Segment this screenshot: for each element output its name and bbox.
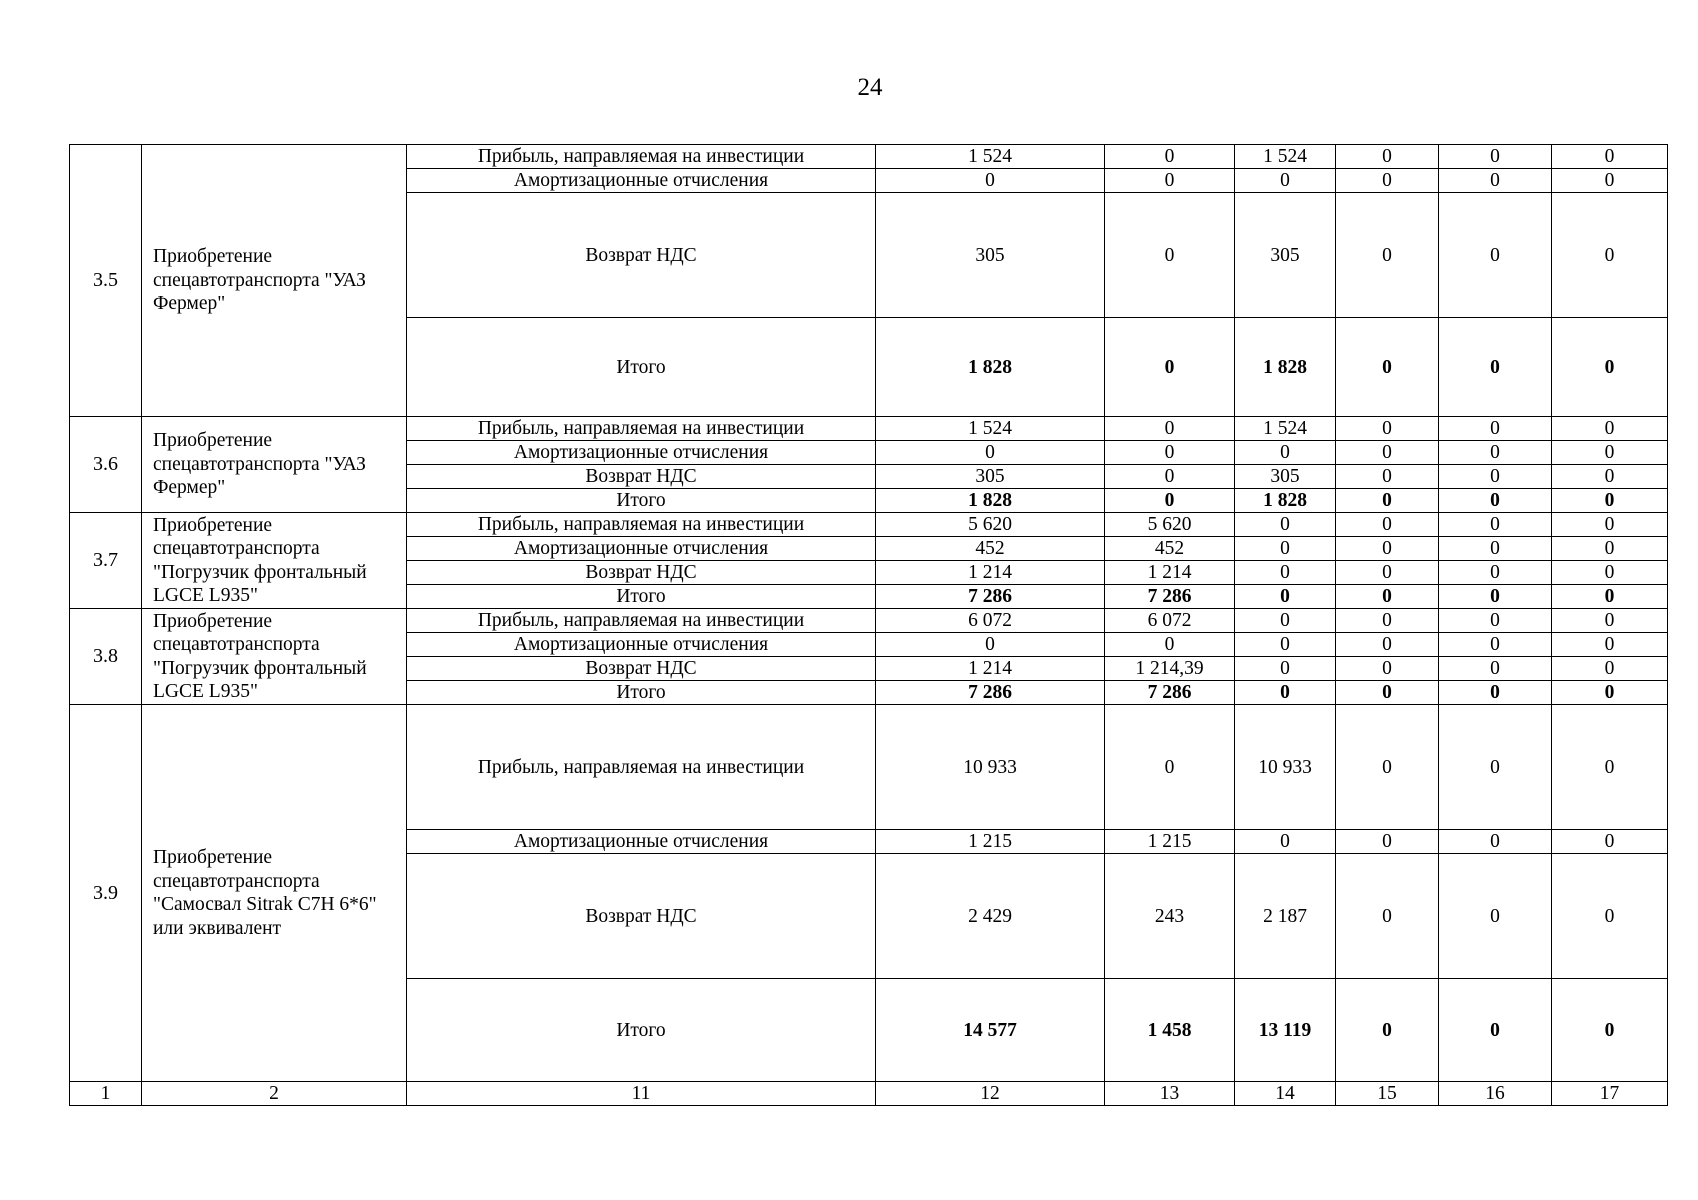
value-cell: 0 xyxy=(1105,633,1235,657)
value-cell: 1 524 xyxy=(1235,417,1336,441)
value-cell: 0 xyxy=(1552,633,1668,657)
value-cell: 1 214 xyxy=(1105,561,1235,585)
value-cell: 0 xyxy=(1235,657,1336,681)
source-label: Прибыль, направляемая на инвестиции xyxy=(407,513,876,537)
value-cell: 0 xyxy=(1105,489,1235,513)
source-label: Амортизационные отчисления xyxy=(407,537,876,561)
value-cell: 0 xyxy=(1336,537,1439,561)
value-cell: 0 xyxy=(1336,169,1439,193)
value-cell: 0 xyxy=(1439,169,1552,193)
value-cell: 1 214 xyxy=(876,657,1105,681)
value-cell: 0 xyxy=(1552,513,1668,537)
value-cell: 5 620 xyxy=(1105,513,1235,537)
value-cell: 0 xyxy=(1105,193,1235,318)
value-cell: 243 xyxy=(1105,854,1235,979)
value-cell: 0 xyxy=(1336,145,1439,169)
column-number: 12 xyxy=(876,1082,1105,1106)
value-cell: 10 933 xyxy=(876,705,1105,830)
column-number: 2 xyxy=(142,1082,407,1106)
source-label: Амортизационные отчисления xyxy=(407,441,876,465)
value-cell: 0 xyxy=(1336,609,1439,633)
value-cell: 0 xyxy=(1336,633,1439,657)
column-number: 17 xyxy=(1552,1082,1668,1106)
value-cell: 0 xyxy=(1105,441,1235,465)
value-cell: 1 828 xyxy=(876,489,1105,513)
table-row xyxy=(70,705,1668,830)
value-cell: 7 286 xyxy=(876,585,1105,609)
column-number: 13 xyxy=(1105,1082,1235,1106)
source-label: Прибыль, направляемая на инвестиции xyxy=(407,705,876,830)
item-name: Приобретение спецавтотранспорта "УАЗ Фермер" xyxy=(142,145,407,417)
table-row xyxy=(70,417,1668,441)
value-cell: 0 xyxy=(1439,585,1552,609)
value-cell: 0 xyxy=(1235,441,1336,465)
value-cell: 0 xyxy=(1105,318,1235,417)
value-cell: 0 xyxy=(1105,145,1235,169)
value-cell: 5 620 xyxy=(876,513,1105,537)
column-number: 1 xyxy=(70,1082,142,1106)
column-number: 15 xyxy=(1336,1082,1439,1106)
item-name: Приобретение спецавтотранспорта "УАЗ Фермер" xyxy=(142,417,407,513)
value-cell: 0 xyxy=(1439,705,1552,830)
value-cell: 0 xyxy=(1235,561,1336,585)
item-name: Приобретение спецавтотранспорта "Погрузчик фронтальный LGCE L935" xyxy=(142,513,407,609)
value-cell: 0 xyxy=(1439,657,1552,681)
value-cell: 14 577 xyxy=(876,979,1105,1082)
value-cell: 0 xyxy=(1336,441,1439,465)
value-cell: 0 xyxy=(1439,561,1552,585)
value-cell: 7 286 xyxy=(1105,585,1235,609)
value-cell: 0 xyxy=(1439,681,1552,705)
value-cell: 305 xyxy=(876,465,1105,489)
source-label: Итого xyxy=(407,979,876,1082)
value-cell: 0 xyxy=(1336,979,1439,1082)
source-label: Амортизационные отчисления xyxy=(407,633,876,657)
value-cell: 0 xyxy=(1552,537,1668,561)
value-cell: 452 xyxy=(1105,537,1235,561)
value-cell: 0 xyxy=(1439,489,1552,513)
value-cell: 0 xyxy=(876,169,1105,193)
page-number: 24 xyxy=(857,74,883,101)
table-row xyxy=(70,609,1668,633)
source-label: Амортизационные отчисления xyxy=(407,830,876,854)
source-label: Прибыль, направляемая на инвестиции xyxy=(407,609,876,633)
source-label: Итого xyxy=(407,681,876,705)
value-cell: 1 214,39 xyxy=(1105,657,1235,681)
value-cell: 0 xyxy=(1235,681,1336,705)
value-cell: 6 072 xyxy=(876,609,1105,633)
value-cell: 1 828 xyxy=(1235,318,1336,417)
value-cell: 1 828 xyxy=(876,318,1105,417)
value-cell: 0 xyxy=(1552,681,1668,705)
value-cell: 7 286 xyxy=(1105,681,1235,705)
value-cell: 0 xyxy=(1552,979,1668,1082)
value-cell: 0 xyxy=(1552,705,1668,830)
column-number: 16 xyxy=(1439,1082,1552,1106)
source-label: Итого xyxy=(407,318,876,417)
value-cell: 0 xyxy=(1235,585,1336,609)
column-number-row xyxy=(70,1082,1668,1106)
value-cell: 0 xyxy=(876,441,1105,465)
value-cell: 0 xyxy=(1439,318,1552,417)
value-cell: 0 xyxy=(1235,537,1336,561)
value-cell: 1 828 xyxy=(1235,489,1336,513)
source-label: Амортизационные отчисления xyxy=(407,169,876,193)
value-cell: 0 xyxy=(1552,465,1668,489)
value-cell: 0 xyxy=(1336,193,1439,318)
table-body xyxy=(70,145,1668,1106)
value-cell: 0 xyxy=(1552,830,1668,854)
value-cell: 0 xyxy=(1552,441,1668,465)
value-cell: 0 xyxy=(1439,830,1552,854)
value-cell: 0 xyxy=(1105,705,1235,830)
value-cell: 0 xyxy=(1336,657,1439,681)
value-cell: 0 xyxy=(1552,609,1668,633)
value-cell: 0 xyxy=(1552,417,1668,441)
value-cell: 1 214 xyxy=(876,561,1105,585)
value-cell: 0 xyxy=(1336,854,1439,979)
value-cell: 1 215 xyxy=(876,830,1105,854)
value-cell: 0 xyxy=(1439,633,1552,657)
value-cell: 0 xyxy=(1552,145,1668,169)
table-row xyxy=(70,513,1668,537)
value-cell: 0 xyxy=(1552,561,1668,585)
value-cell: 0 xyxy=(1439,193,1552,318)
value-cell: 0 xyxy=(1336,830,1439,854)
value-cell: 0 xyxy=(1336,489,1439,513)
item-name: Приобретение спецавтотранспорта "Самосвал Sitrak C7H 6*6" или эквивалент xyxy=(142,705,407,1082)
value-cell: 1 458 xyxy=(1105,979,1235,1082)
source-label: Возврат НДС xyxy=(407,465,876,489)
value-cell: 0 xyxy=(1235,633,1336,657)
value-cell: 1 215 xyxy=(1105,830,1235,854)
value-cell: 0 xyxy=(1439,465,1552,489)
value-cell: 0 xyxy=(1552,585,1668,609)
value-cell: 1 524 xyxy=(1235,145,1336,169)
value-cell: 0 xyxy=(1552,193,1668,318)
value-cell: 0 xyxy=(1552,489,1668,513)
value-cell: 0 xyxy=(1552,318,1668,417)
item-number: 3.8 xyxy=(70,609,142,705)
value-cell: 0 xyxy=(1105,465,1235,489)
value-cell: 0 xyxy=(1105,417,1235,441)
source-label: Возврат НДС xyxy=(407,657,876,681)
source-label: Возврат НДС xyxy=(407,561,876,585)
value-cell: 0 xyxy=(1552,854,1668,979)
value-cell: 305 xyxy=(1235,465,1336,489)
value-cell: 0 xyxy=(1336,513,1439,537)
value-cell: 6 072 xyxy=(1105,609,1235,633)
item-number: 3.9 xyxy=(70,705,142,1082)
value-cell: 0 xyxy=(1336,585,1439,609)
value-cell: 0 xyxy=(1439,513,1552,537)
value-cell: 7 286 xyxy=(876,681,1105,705)
value-cell: 452 xyxy=(876,537,1105,561)
value-cell: 2 187 xyxy=(1235,854,1336,979)
value-cell: 0 xyxy=(1439,417,1552,441)
value-cell: 0 xyxy=(1235,830,1336,854)
investment-table xyxy=(69,144,1668,1106)
value-cell: 2 429 xyxy=(876,854,1105,979)
source-label: Прибыль, направляемая на инвестиции xyxy=(407,417,876,441)
table-row xyxy=(70,145,1668,169)
column-number: 11 xyxy=(407,1082,876,1106)
item-number: 3.5 xyxy=(70,145,142,417)
value-cell: 0 xyxy=(1336,705,1439,830)
value-cell: 0 xyxy=(1439,979,1552,1082)
value-cell: 0 xyxy=(1235,169,1336,193)
value-cell: 0 xyxy=(1235,513,1336,537)
value-cell: 0 xyxy=(1235,609,1336,633)
source-label: Возврат НДС xyxy=(407,193,876,318)
source-label: Итого xyxy=(407,489,876,513)
value-cell: 0 xyxy=(1439,441,1552,465)
value-cell: 0 xyxy=(1439,145,1552,169)
value-cell: 0 xyxy=(1552,169,1668,193)
source-label: Возврат НДС xyxy=(407,854,876,979)
value-cell: 1 524 xyxy=(876,145,1105,169)
item-number: 3.6 xyxy=(70,417,142,513)
column-number: 14 xyxy=(1235,1082,1336,1106)
value-cell: 0 xyxy=(1439,609,1552,633)
item-number: 3.7 xyxy=(70,513,142,609)
item-name: Приобретение спецавтотранспорта "Погрузчик фронтальный LGCE L935" xyxy=(142,609,407,705)
value-cell: 0 xyxy=(1105,169,1235,193)
source-label: Итого xyxy=(407,585,876,609)
value-cell: 305 xyxy=(1235,193,1336,318)
value-cell: 13 119 xyxy=(1235,979,1336,1082)
value-cell: 305 xyxy=(876,193,1105,318)
value-cell: 10 933 xyxy=(1235,705,1336,830)
value-cell: 1 524 xyxy=(876,417,1105,441)
source-label: Прибыль, направляемая на инвестиции xyxy=(407,145,876,169)
value-cell: 0 xyxy=(1439,537,1552,561)
value-cell: 0 xyxy=(1336,561,1439,585)
value-cell: 0 xyxy=(1439,854,1552,979)
value-cell: 0 xyxy=(876,633,1105,657)
value-cell: 0 xyxy=(1336,417,1439,441)
value-cell: 0 xyxy=(1336,318,1439,417)
value-cell: 0 xyxy=(1336,465,1439,489)
value-cell: 0 xyxy=(1336,681,1439,705)
value-cell: 0 xyxy=(1552,657,1668,681)
